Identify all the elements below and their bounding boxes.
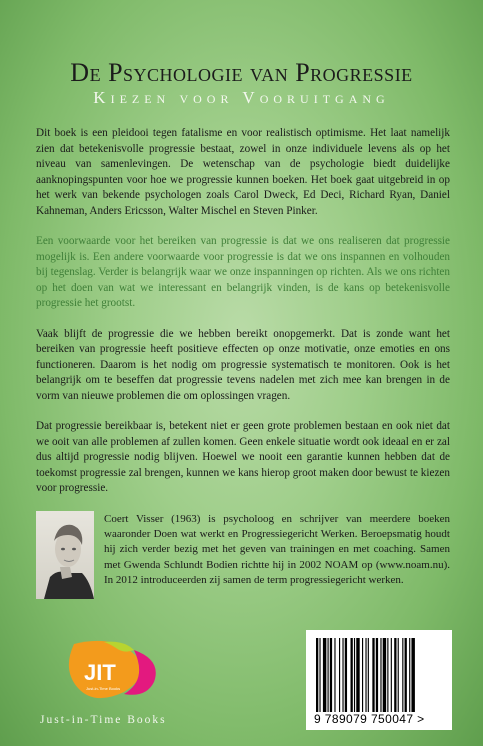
blurb-paragraph-1: Dit boek is een pleidooi tegen fatalisme en voor realistisch optimisme. Het laat namelijk zien dat betekenisvolle progressie bestaat, zowel in onze individuele levens als op het niveau van samenlevingen. De wetenschap van de psychologie biedt duidelijke aanknopingspunten voor hoe we progressie kunnen boeken. Het boek gaat uitgebreid in op het werk van bekende psychologen zoals Carol Dweck, Ed Deci, Richard Ryan, Daniel Kahneman, Anders Ericsson, Walter Mischel en Steven Pinker. bbox=[36, 127, 450, 217]
blurb-paragraph-3: Vaak blijft de progressie die we hebben bereikt onopgemerkt. Dat is zonde want het bereiken van progressie heeft positieve effecten op onze motivatie, onze emoties en ons functioneren. Daarom is het nodig om progressie systematisch te monitoren. Ook is het belangrijk om te beseffen dat progressie tevens nadelen met zich mee kan brengen in de vorm van nieuwe problemen die om oplossingen vragen. bbox=[36, 327, 450, 402]
publisher-name: Just-in-Time Books bbox=[40, 714, 167, 726]
author-bio: Coert Visser (1963) is psycholoog en schrijver van meerdere boeken waaronder Doen wat werkt en Progressiegericht Werken. Beroepsmatig houdt hij zich verder bezig met het geven van trainingen en met coaching. Samen met Gwenda Schlundt Bodien richtte hij in 2002 NOAM op (www.noam.nu). In 2012 introduceerden zij samen de term progressiegericht werken. bbox=[104, 513, 450, 586]
book-subtitle: Kiezen voor Vooruitgang bbox=[93, 88, 390, 107]
isbn-number: 9 789079 750047 > bbox=[314, 712, 425, 726]
jit-logo bbox=[64, 640, 164, 702]
book-title: De Psychologie van Progressie bbox=[70, 58, 413, 87]
barcode-bars bbox=[314, 638, 444, 712]
blurb bbox=[36, 126, 450, 512]
logo-tagline: Just-in-Time Books bbox=[86, 686, 121, 691]
isbn-barcode bbox=[306, 630, 452, 730]
blurb-paragraph-2: Een voorwaarde voor het bereiken van progressie is dat we ons realiseren dat progressie mogelijk is. Een andere voorwaarde voor progressie is dat we ons inspannen en volhouden bij tegenslag. Verder is belangrijk waar we onze inspanningen op richten. Als we ons richten op het doen van wat we interessant en belangrijk vinden, is de kans op betekenisvolle progressie het grootst. bbox=[36, 235, 450, 309]
blurb-paragraph-4: Dat progressie bereikbaar is, betekent niet er geen grote problemen bestaan en ook niet dat we ooit van alle problemen af zullen komen. Geen enkele situatie wordt ook ideaal en er zal dus altijd progressie nodig blijven. Hoewel we nooit een garantie kunnen hebben dat de toekomst progressie zal brengen, kunnen we kans hierop groot maken door bewust te kiezen voor progressie. bbox=[36, 420, 450, 494]
logo-text: JIT bbox=[84, 660, 116, 685]
author-photo bbox=[36, 511, 94, 599]
